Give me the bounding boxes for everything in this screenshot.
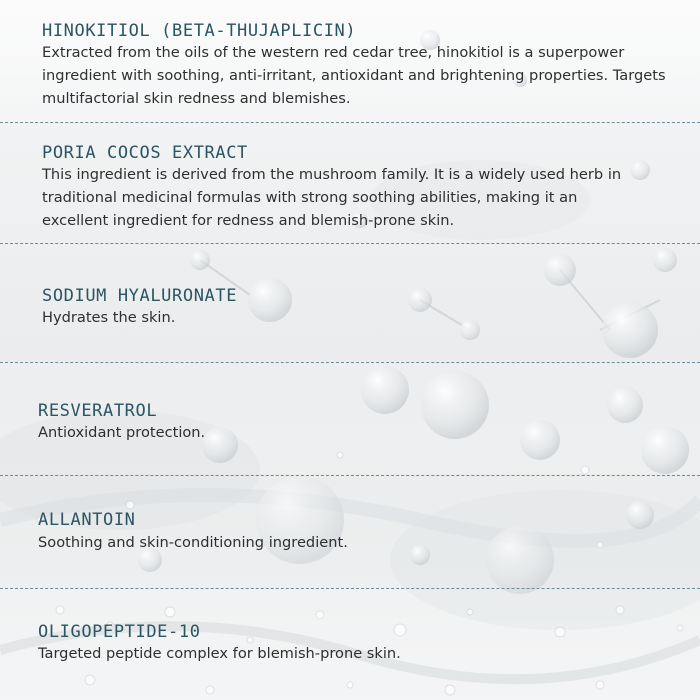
ingredient-section-sodium-hyaluronate: [0, 244, 700, 362]
ingredient-name: HINOKITIOL (BETA-THUJAPLICIN): [42, 21, 357, 41]
ingredient-name: PORIA COCOS EXTRACT: [42, 143, 248, 163]
ingredient-section-poria-cocos: [0, 123, 700, 243]
ingredient-description: This ingredient is derived from the mushroom family. It is a widely used herb in traditional medicinal formulas with strong soothing abilities, making it an excellent ingredient for redness and blemish-prone skin.: [42, 166, 622, 229]
ingredient-section-hinokitiol: [0, 0, 700, 122]
ingredient-description: Extracted from the oils of the western red cedar tree, hinokitiol is a superpower ingredient with soothing, anti-irritant, antioxidant and brightening properties. Targets multifactorial skin redness and blemishes.: [42, 44, 666, 107]
ingredient-name: ALLANTOIN: [38, 510, 136, 530]
ingredient-name: RESVERATROL: [38, 401, 158, 421]
ingredient-description: Soothing and skin-conditioning ingredient.: [38, 534, 348, 551]
ingredient-description: Hydrates the skin.: [42, 309, 176, 326]
ingredient-section-resveratrol: [0, 363, 700, 475]
ingredient-section-oligopeptide: [0, 589, 700, 700]
ingredient-name: OLIGOPEPTIDE-10: [38, 622, 201, 642]
ingredient-name: SODIUM HYALURONATE: [42, 286, 238, 306]
ingredient-description: Targeted peptide complex for blemish-prone skin.: [38, 645, 401, 662]
ingredient-section-allantoin: [0, 476, 700, 588]
ingredient-description: Antioxidant protection.: [38, 424, 206, 441]
